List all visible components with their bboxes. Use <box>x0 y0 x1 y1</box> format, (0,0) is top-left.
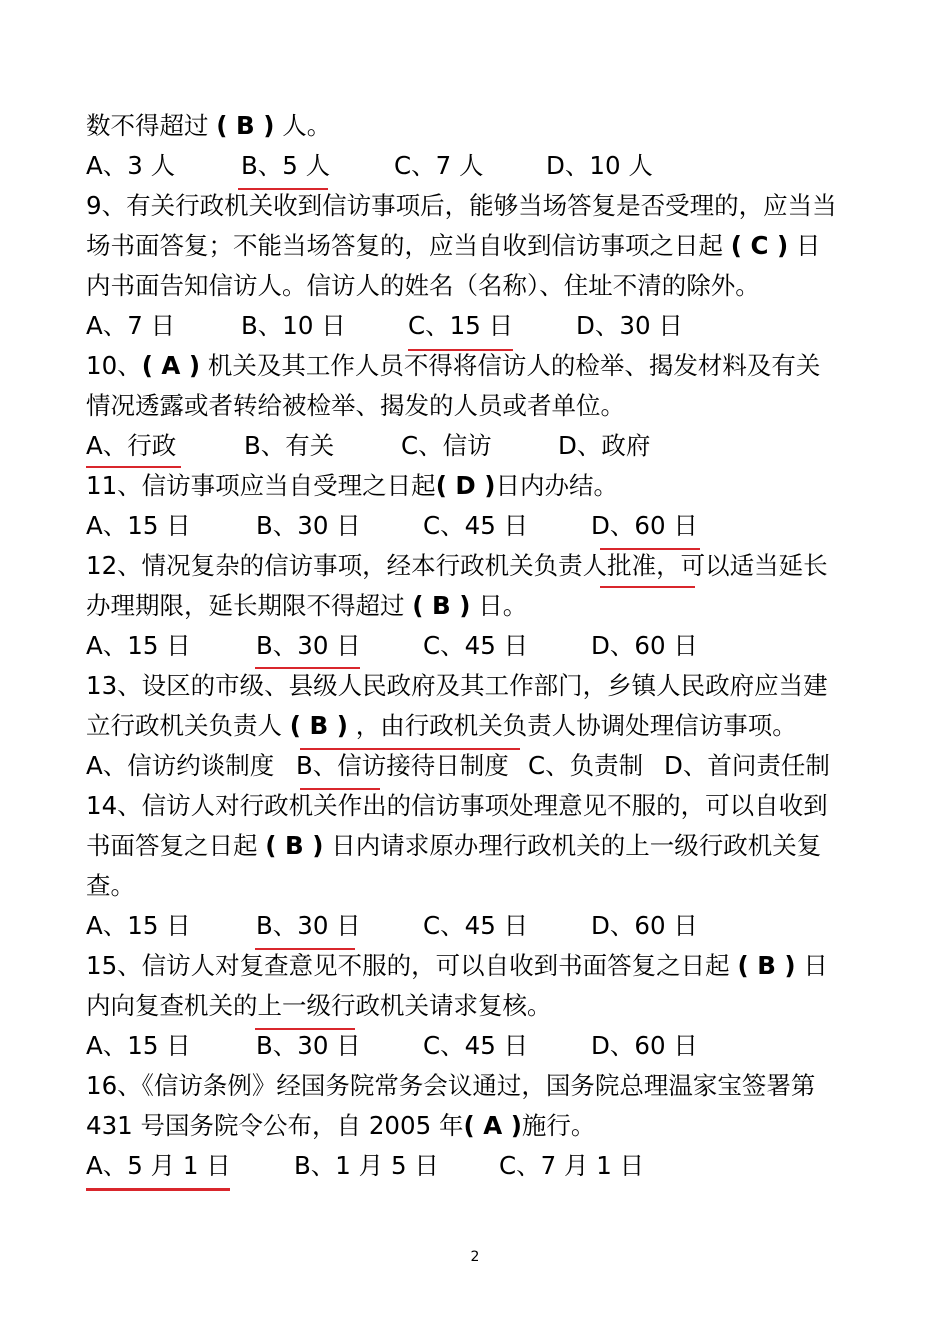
red-underline-mark <box>300 788 380 790</box>
options-row: A、15 日 B、30 日 C、45 日 D、60 日 <box>86 511 698 540</box>
text-line: 情况透露或者转给被检举、揭发的人员或者单位。 <box>86 391 625 420</box>
red-underline-mark <box>600 548 700 550</box>
options-row: A、7 日 B、10 日 C、15 日 D、30 日 <box>86 311 683 340</box>
options-row: A、15 日 B、30 日 C、45 日 D、60 日 <box>86 631 698 660</box>
red-underline-mark <box>86 466 181 468</box>
text-line: 12、情况复杂的信访事项，经本行政机关负责人批准，可以适当延长 <box>86 551 828 580</box>
red-underline-mark <box>408 349 513 351</box>
options-row: A、行政 B、有关 C、信访 D、政府 <box>86 431 651 460</box>
options-row: A、信访约谈制度 B、信访接待日制度 C、负责制 D、首问责任制 <box>86 751 830 780</box>
options-row: A、3 人 B、5 人 C、7 人 D、10 人 <box>86 151 653 180</box>
red-underline-mark <box>255 667 360 669</box>
red-underline-mark <box>600 586 695 588</box>
page-number: 2 <box>470 1249 480 1265</box>
text-line: 13、设区的市级、县级人民政府及其工作部门，乡镇人民政府应当建 <box>86 671 828 700</box>
text-line: 内向复查机关的上一级行政机关请求复核。 <box>86 991 552 1020</box>
text-line: 书面答复之日起 ( B ) 日内请求原办理行政机关的上一级行政机关复 <box>86 831 822 860</box>
text-line: 数不得超过 ( B ) 人。 <box>86 111 332 140</box>
text-line: 场书面答复；不能当场答复的，应当自收到信访事项之日起 ( C ) 日 <box>86 231 821 260</box>
red-underline-mark <box>300 748 520 750</box>
text-line: 11、信访事项应当自受理之日起( D )日内办结。 <box>86 471 618 500</box>
text-line: 14、信访人对行政机关作出的信访事项处理意见不服的，可以自收到 <box>86 791 828 820</box>
text-line: 内书面告知信访人。信访人的姓名（名称）、住址不清的除外。 <box>86 271 760 300</box>
text-line: 431 号国务院令公布，自 2005 年( A )施行。 <box>86 1111 596 1140</box>
text-line: 9、有关行政机关收到信访事项后，能够当场答复是否受理的，应当当 <box>86 191 837 220</box>
text-line: 查。 <box>86 871 135 900</box>
red-underline-mark <box>238 188 328 190</box>
text-line: 16、《信访条例》经国务院常务会议通过，国务院总理温家宝签署第 <box>86 1071 816 1100</box>
red-underline-mark <box>255 948 355 950</box>
red-underline-mark <box>255 1028 355 1030</box>
options-row: A、15 日 B、30 日 C、45 日 D、60 日 <box>86 911 698 940</box>
text-line: 15、信访人对复查意见不服的，可以自收到书面答复之日起 ( B ) 日 <box>86 951 828 980</box>
red-underline-mark <box>86 1188 230 1191</box>
text-line: 10、( A ) 机关及其工作人员不得将信访人的检举、揭发材料及有关 <box>86 351 821 380</box>
options-row: A、15 日 B、30 日 C、45 日 D、60 日 <box>86 1031 698 1060</box>
text-line: 立行政机关负责人 ( B ) ，由行政机关负责人协调处理信访事项。 <box>86 711 797 740</box>
text-line: 办理期限，延长期限不得超过 ( B ) 日。 <box>86 591 528 620</box>
options-row: A、5 月 1 日 B、1 月 5 日 C、7 月 1 日 <box>86 1151 645 1180</box>
